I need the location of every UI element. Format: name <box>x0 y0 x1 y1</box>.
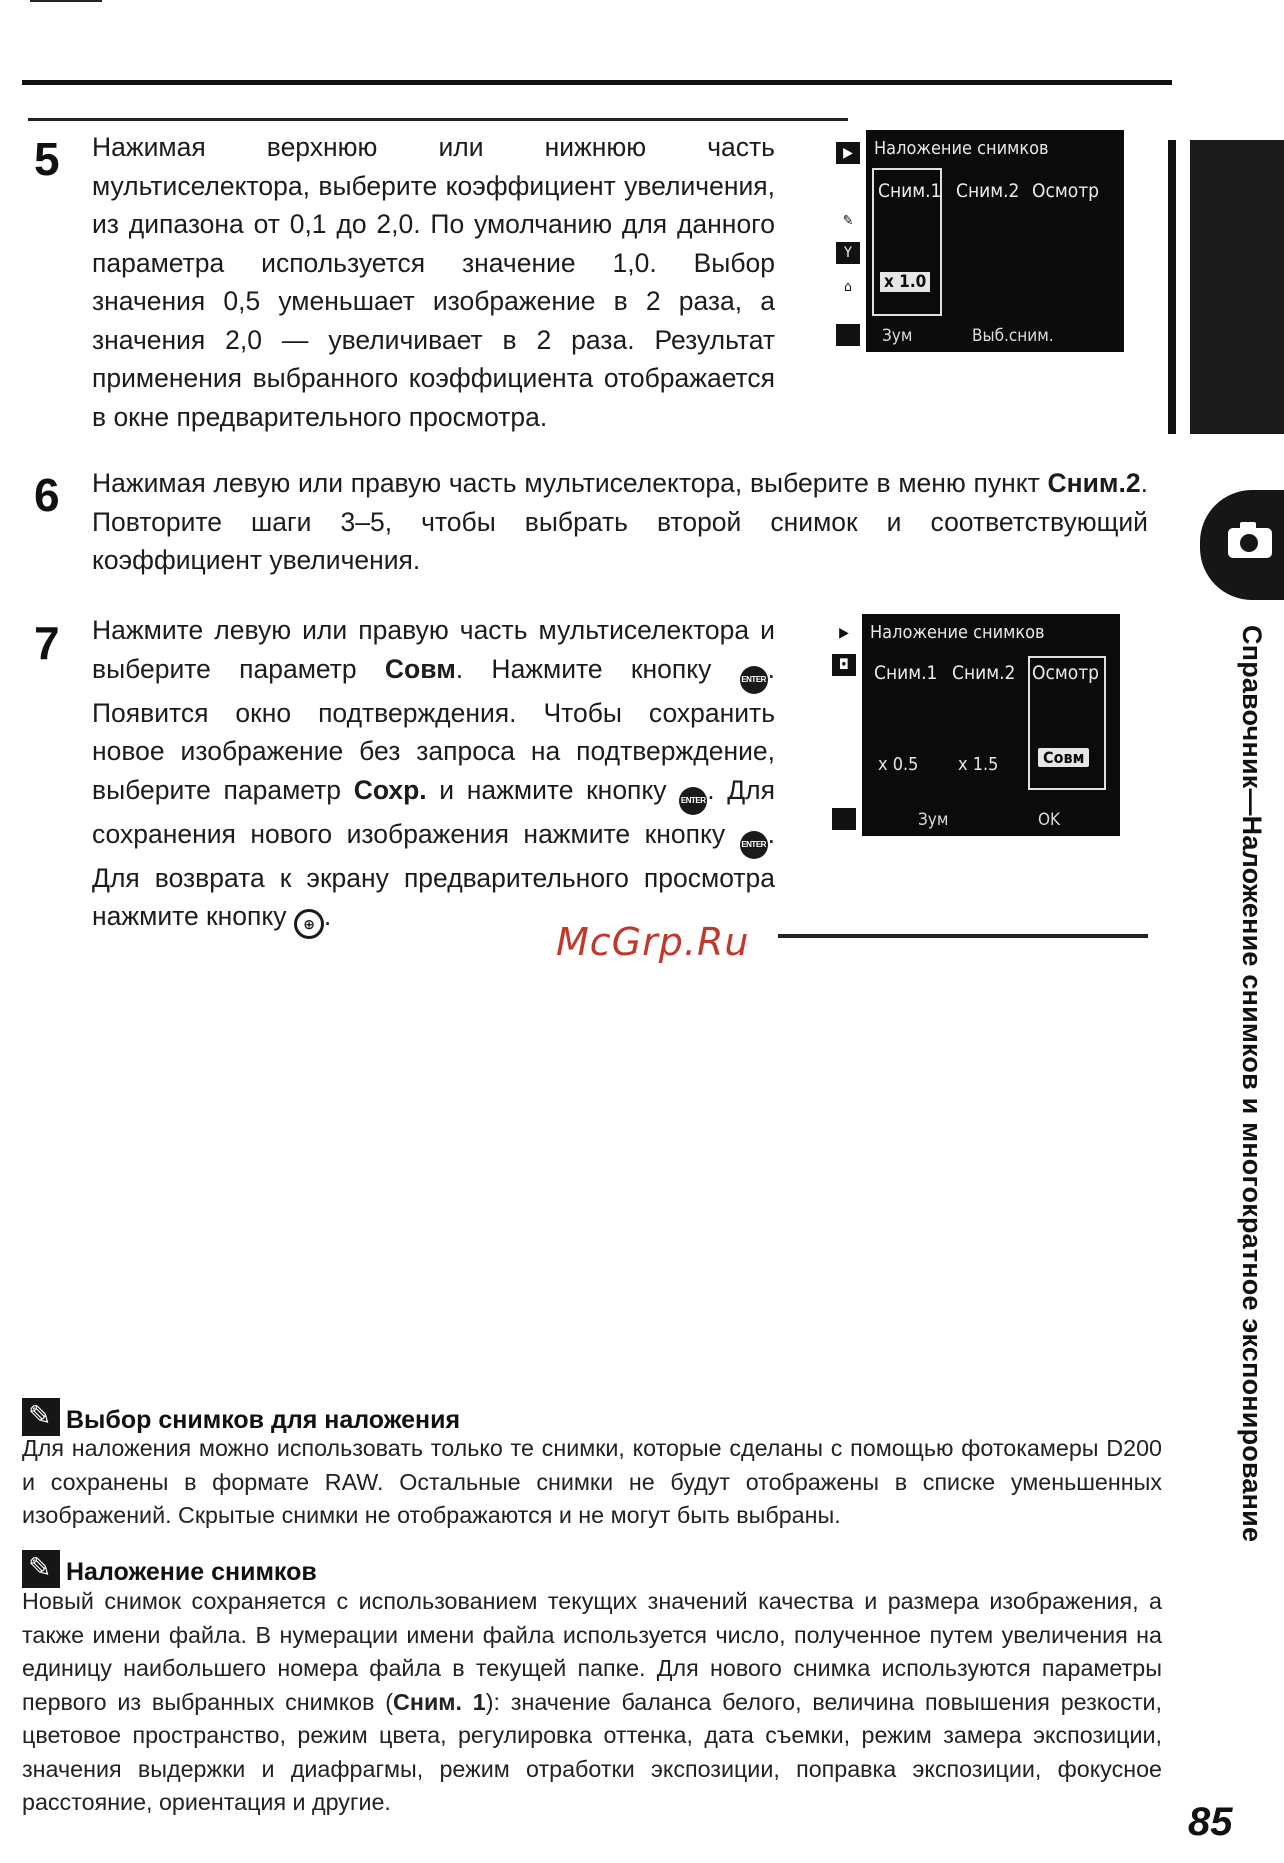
screen-title: Наложение снимков <box>874 138 1049 159</box>
tab-preview: Осмотр <box>1032 662 1100 684</box>
section-tab <box>1200 490 1284 600</box>
step-rule <box>28 118 848 121</box>
retouch-icon: ⌂ <box>836 276 860 298</box>
step-6-bold: Сним.2 <box>1047 468 1141 498</box>
step-6-text: Нажимая левую или правую часть мультиселектора, выберите в меню пункт Сним.2. Повторите шаги 3–5, чтобы выбрать второй снимок и соответствующий коэффициент увеличения. <box>92 468 1148 575</box>
camera-screen-zoom <box>832 130 1124 352</box>
enter-button-icon: ENTER <box>679 787 707 815</box>
tab-image1: Сним.1 <box>874 662 938 684</box>
pencil-note-icon <box>22 1550 60 1588</box>
zoom-button-icon: ⊕ <box>294 909 324 939</box>
step-7-text: Нажмите левую или правую часть мультиселектора и выберите параметр Совм. Нажмите кнопку ENTER. Появится окно подтверждения. Чтобы сохранить новое изображение без запроса на подтверждение, выберите параметр Сохр. и нажмите кнопку ENTER. Для сохранения нового изображения нажмите кнопку ENTER. Для возврата к экрану предварительного просмотра нажмите кнопку ⊕ . <box>92 611 775 939</box>
screen-sidebar <box>832 130 866 352</box>
note-2-text: Новый снимок сохраняется с использованием текущих значений качества и размера изображения, а также имени файла. В нумерации имени файла используется число, полученное путем увеличения на единицу наибольшего номера файла в текущей папке. Для нового снимка используются параметры первого из выбранных снимков (Сним. 1): значение баланса белого, величина повышения резкости, цветовое пространство, режим цвета, регулировка оттенка, дата съемки, режим замера экспозиции, значения выдержки и диафрагмы, режим отработки экспозиции, поправка экспозиции, фокусное расстояние, ориентация и другие. <box>22 1588 1162 1815</box>
step-5-number: 5 <box>34 133 60 185</box>
gain-value-image1: x 0.5 <box>878 754 919 775</box>
gain-value-image2: x 1.5 <box>958 754 999 775</box>
footer-zoom-label: Зум <box>882 326 913 346</box>
playback-icon: ▶ <box>832 622 856 644</box>
enter-button-icon: ENTER <box>740 831 768 859</box>
footer-zoom-label: Зум <box>918 810 949 830</box>
note-1-text: Для наложения можно использовать только те снимки, которые сделаны с помощью фотокамеры D200 и сохранены в формате RAW. Остальные снимки не будут отображены в списке уменьшенных изображений. Скрытые снимки не отображаются и не могут быть выбраны. <box>22 1435 1162 1528</box>
pencil-icon: ✎ <box>836 210 860 232</box>
screen-title: Наложение снимков <box>870 622 1045 643</box>
tab-image1: Сним.1 <box>878 180 942 202</box>
watermark-rule <box>778 934 1148 938</box>
tab-preview: Осмотр <box>1032 180 1100 202</box>
footer-ok-label: OK <box>1038 810 1061 830</box>
screen-sidebar <box>828 614 862 836</box>
menu-icon <box>832 808 856 830</box>
pencil-note-icon <box>22 1398 60 1436</box>
top-rule <box>22 80 1172 85</box>
camera-menu-icon: ◘ <box>832 654 856 676</box>
footer-select-label: Выб.сним. <box>972 326 1054 346</box>
step-5-text: Нажимая верхнюю или нижнюю часть мультиселектора, выберите коэффициент увеличения, из дипазона от 0,1 до 2,0. По умолчанию для данного параметра используется значение 1,0. Выбор значения 0,5 уменьшает изображение в 2 раза, а значения 2,0 — увеличивает в 2 раза. Результат применения выбранного коэффициента отображается в окне предварительного просмотра. <box>92 132 775 432</box>
enter-button-icon: ENTER <box>740 666 768 694</box>
top-stub-rule <box>30 0 102 2</box>
camera-icon <box>1228 528 1272 558</box>
tab-image2: Сним.2 <box>956 180 1020 202</box>
side-section-label: Справочник—Наложение снимков и многократное экспонирование <box>1237 625 1267 1543</box>
page-number: 85 <box>1188 1800 1233 1844</box>
gain-value: x 1.0 <box>880 272 930 292</box>
side-bar-block <box>1190 140 1284 434</box>
note-1-heading: ✎Выбор снимков для наложения <box>22 1398 460 1436</box>
side-bar-thin <box>1168 140 1176 434</box>
watermark: McGrp.Ru <box>556 920 750 964</box>
overlay-button: Совм <box>1038 748 1089 767</box>
wrench-icon: Y <box>836 242 860 264</box>
step-7-number: 7 <box>34 617 60 669</box>
note-2-heading: ✎Наложение снимков <box>22 1550 317 1588</box>
camera-screen-overlay <box>828 614 1120 836</box>
menu-icon <box>836 324 860 346</box>
tab-image2: Сним.2 <box>952 662 1016 684</box>
playback-icon: ▶ <box>836 142 860 164</box>
step-6-number: 6 <box>34 469 60 521</box>
